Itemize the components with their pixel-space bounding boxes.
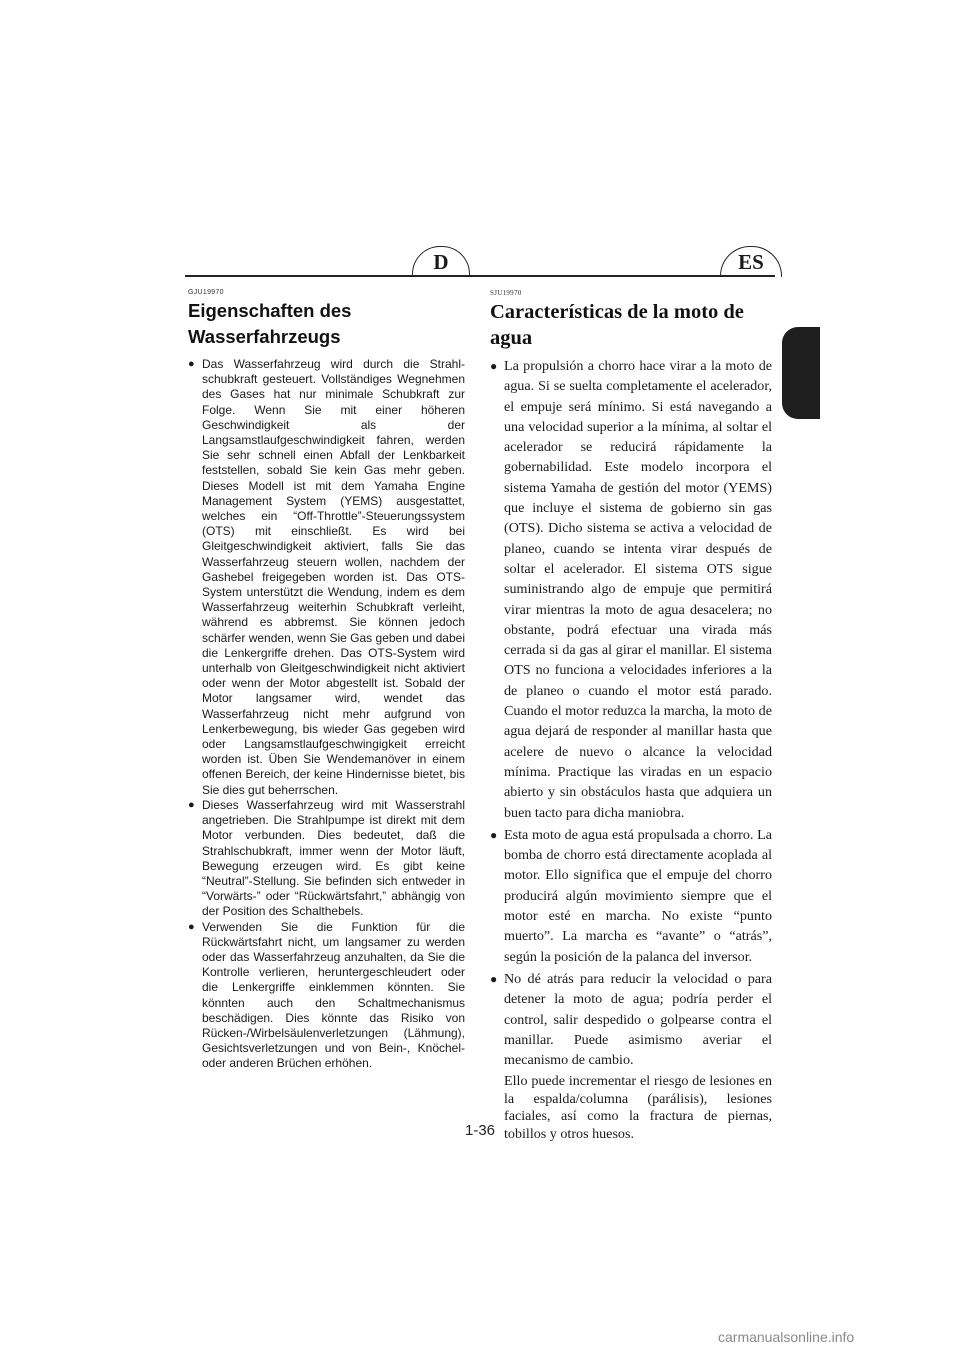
list-item: ● Esta moto de agua está propulsada a chorro. La bomba de chorro está directamente acoplada al motor. Ello significa que el empuje del chorro producirá algún movimiento siempre que el motor esté en marcha. No existe “punto muerto”. La marcha es “avante” o “atrás”, según la posición de la palanca del inversor. [490,825,772,967]
bullet-list-es [490,356,772,1143]
header-rule [185,275,775,277]
section-title-de: Eigenschaften des Wasserfahrzeugs [188,300,352,347]
section-code-de: GJU19970 [188,289,224,296]
list-item-paragraph: Ello puede incrementar el riesgo de lesiones en la espalda/columna (parálisis), lesiones faciales, así como la fractura de piernas, tobillos y otros huesos. [504,1073,772,1142]
section-code-es: SJU19970 [490,289,522,297]
list-item-paragraph: ● No dé atrás para reducir la velocidad o para detener la moto de agua; podría perder el control, salir despedido o golpearse contra el manillar. Puede asimismo averiar el mecanismo de cambio. [504,970,772,1069]
list-item: ● Dieses Wasserfahrzeug wird mit Wasserstrahl angetrieben. Die Strahlpumpe ist direkt mit dem Motor verbunden. Dies bedeutet, daß die Strahlschubkraft, immer wenn der Motor läuft, Bewegung erzeugen wird. Es gibt keine “Neutral”-Stellung. Sie befinden sich entweder in “Vorwärts-” oder “Rückwärtsfahrt,” abhängig von der Position des Schalthebels. [188,798,465,920]
section-tab-marker [782,327,820,419]
spanish-column [490,289,772,1145]
list-item: ● Verwenden Sie die Funktion für die Rückwärtsfahrt nicht, um langsamer zu werden oder das Wasserfahrzeug anzuhalten, da Sie die Kontrolle verlieren, heruntergeschleudert oder die Lenkergriffe einklemmen könnten. Sie könnten auch den Schaltmechanismus beschädigen. Dies könnte das Risiko von Rücken-/Wirbelsäulenverletzungen (Lähmung), Gesichtsverletzungen und von Bein-, Knöchel- oder anderen Brüchen erhöhen. [188,920,465,1072]
list-item: ● Das Wasserfahrzeug wird durch die Strahl-schubkraft gesteuert. Vollständiges Wegnehmen des Gases hat nur minimale Schubkraft zur Folge. Wenn Sie mit einer höheren Geschwindigkeit als der Langsamstlaufgeschwindigkeit fahren, werden Sie sehr schnell einen Abfall der Lenkbarkeit feststellen, sobald Sie kein Gas mehr geben. Dieses Modell ist mit dem Yamaha Engine Management System (YEMS) ausgestattet, welches ein “Off-Throttle”-Steuerungssystem (OTS) mit einschließt. Es wird bei Gleitgeschwindigkeit aktiviert, falls Sie das Wasserfahrzeug steuern wollen, nachdem der Gashebel freigegeben worden ist. Das OTS-System unterstützt die Wendung, indem es dem Wasserfahrzeug weiterhin Schubkraft verleiht, während es abbremst. Sie können jedoch schärfer wenden, wenn Sie Gas geben und dabei die Lenkergriffe drehen. Das OTS-System wird unterhalb von Gleitgeschwindigkeit nicht aktiviert oder wenn der Motor abgestellt ist. Sobald der Motor langsamer wird, wendet das Wasserfahrzeug nicht mehr aufgrund von Lenkerbewegung, bis wieder Gas gegeben wird oder Langsamstlaufgeschwingigkeit erreicht worden ist. Üben Sie Wendemanöver in einem offenen Bereich, der keine Hindernisse bietet, bis Sie dies gut beherrschen. [188,357,465,798]
list-item: ● La propulsión a chorro hace virar a la moto de agua. Si se suelta completamente el acelerador, el empuje será mínimo. Si está navegando a una velocidad superior a la mínima, al soltar el acelerador se reducirá rápidamente la gobernabilidad. Este modelo incorpora el sistema Yamaha de gestión del motor (YEMS) que incluye el sistema de gobierno sin gas (OTS). Dicho sistema se activa a velocidad de planeo, cuando se intenta virar después de soltar el acelerador. El sistema OTS sigue suministrando algo de empuje que permitirá virar mientras la moto de agua desacelera; no obstante, podrá efectuar una virada más cerrada si da gas al girar el manillar. El sistema OTS no funciona a velocidades inferiores a la de planeo o cuando el motor está parado. Cuando el motor reduzca la marcha, la moto de agua dejará de responder al manillar hasta que acelere de nuevo o alcance la velocidad mínima. Practique las viradas en un espacio abierto y sin obstáculos hasta que adquiera un buen tacto para dicha maniobra. [490,356,772,823]
section-title-es: Características de la moto de agua [490,301,744,349]
watermark[interactable]: carmanualsonline.info [718,1329,855,1345]
list-item [490,969,772,1143]
language-badge-de: D [412,246,470,277]
bullet-list-de [188,357,465,1072]
language-badge-es: ES [720,246,782,277]
page-number: 1-36 [464,1122,496,1139]
german-column [188,289,465,1072]
